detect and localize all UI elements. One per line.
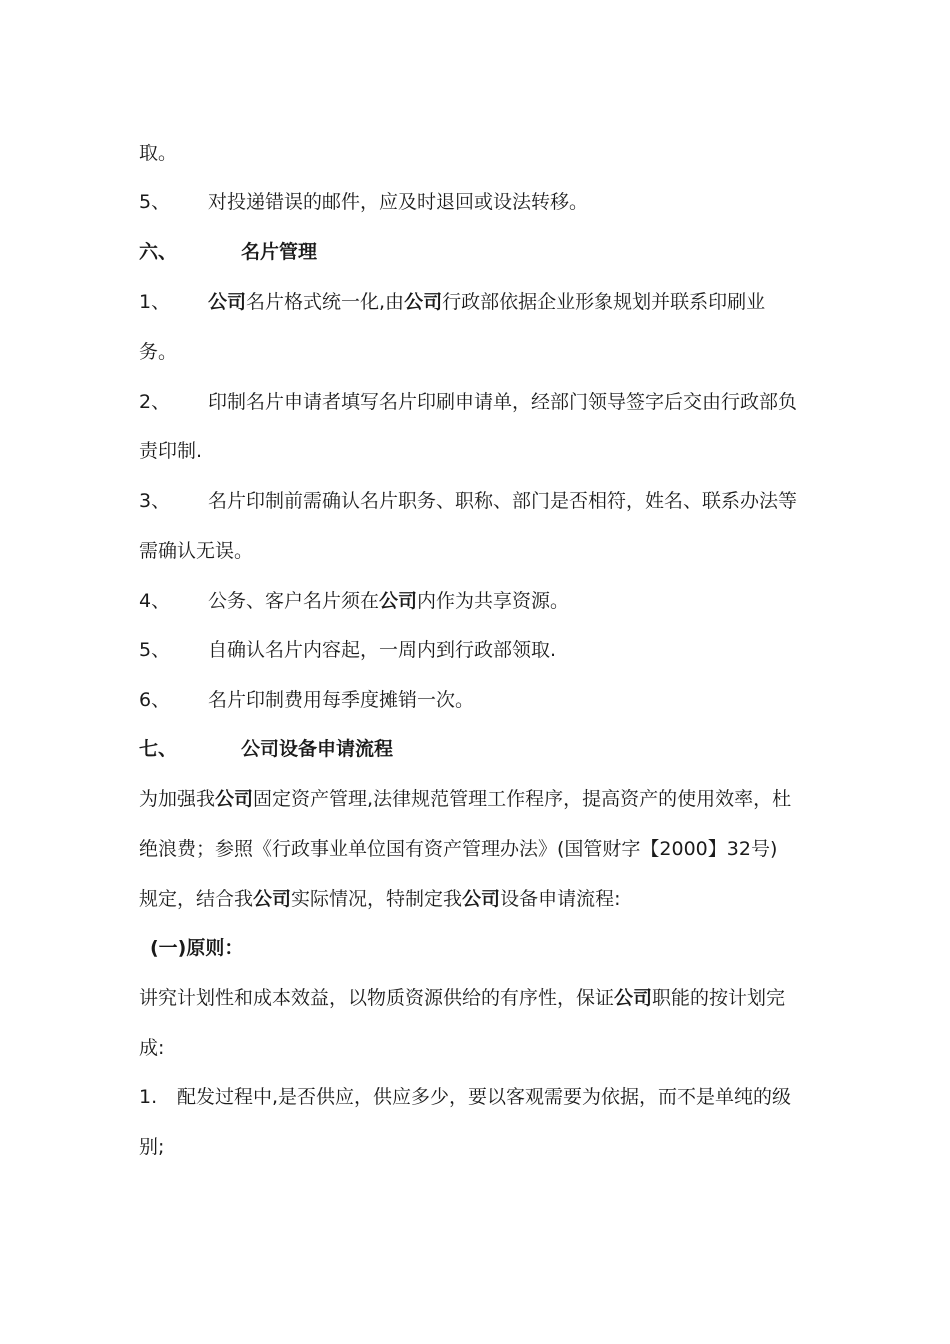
bold-term: 公司 [379, 590, 418, 612]
item-number: 2、 [139, 391, 171, 413]
bold-term: 公司 [614, 987, 653, 1009]
section-title: 名片管理 [241, 241, 318, 263]
bold-term: 公司 [253, 888, 292, 910]
paragraph-line [139, 786, 791, 812]
paragraph-line [139, 985, 785, 1011]
text-line: 责印制. [139, 440, 203, 462]
text-run: 规定，结合我 [139, 888, 254, 910]
item-number: 5、 [139, 639, 171, 661]
item-text: 名片印制前需确认名片职务、职称、部门是否相符，姓名、联系办法等 [208, 490, 798, 512]
text-run: 固定资产管理,法律规范管理工作程序，提高资产的使用效率，杜 [253, 788, 792, 810]
bold-term: 公司 [208, 291, 247, 313]
text-run: 公务、客户名片须在 [208, 590, 380, 612]
item-text: 自确认名片内容起，一周内到行政部领取. [208, 639, 557, 661]
paragraph-line: 绝浪费；参照《行政事业单位国有资产管理办法》(国管财字【2000】32号) [139, 838, 778, 860]
item-text: 印制名片申请者填写名片印刷申请单，经部门领导签字后交由行政部负 [208, 391, 798, 413]
bold-term: 公司 [462, 888, 501, 910]
text-run: 讲究计划性和成本效益，以物质资源供给的有序性，保证 [139, 987, 615, 1009]
text-line: 需确认无误。 [139, 540, 254, 562]
section-title: 公司设备申请流程 [241, 738, 394, 760]
text-run: 为加强我 [139, 788, 216, 810]
text-run: 实际情况，特制定我 [291, 888, 463, 910]
item-number: 1、 [139, 291, 171, 313]
text-run: 名片格式统一化,由 [246, 291, 405, 313]
item-text: 配发过程中,是否供应，供应多少，要以客观需要为依据，而不是单纯的级 [177, 1086, 792, 1108]
text-run: 内作为共享资源。 [417, 590, 570, 612]
item-text: 名片印制费用每季度摊销一次。 [208, 689, 475, 711]
section-number: 六、 [139, 241, 178, 263]
paragraph-line [139, 886, 620, 912]
item-number: 4、 [139, 590, 171, 612]
text-line: 务。 [139, 341, 178, 363]
text-line: 取。 [139, 142, 178, 164]
text-run: 设备申请流程: [500, 888, 621, 910]
item-text: 对投递错误的邮件，应及时退回或设法转移。 [208, 191, 589, 213]
section-number: 七、 [139, 738, 178, 760]
item-number: 6、 [139, 689, 171, 711]
item-number: 1. [139, 1086, 158, 1108]
text-run: 行政部依据企业形象规划并联系印刷业 [442, 291, 766, 313]
bold-term: 公司 [404, 291, 443, 313]
subsection-heading: (一)原则： [150, 937, 244, 959]
item-number: 5、 [139, 191, 171, 213]
bold-term: 公司 [215, 788, 254, 810]
text-line: 别; [139, 1136, 165, 1158]
text-run: 职能的按计划完 [652, 987, 786, 1009]
item-text [208, 289, 765, 315]
item-text [208, 588, 569, 614]
paragraph-line: 成: [139, 1037, 165, 1059]
item-number: 3、 [139, 490, 171, 512]
